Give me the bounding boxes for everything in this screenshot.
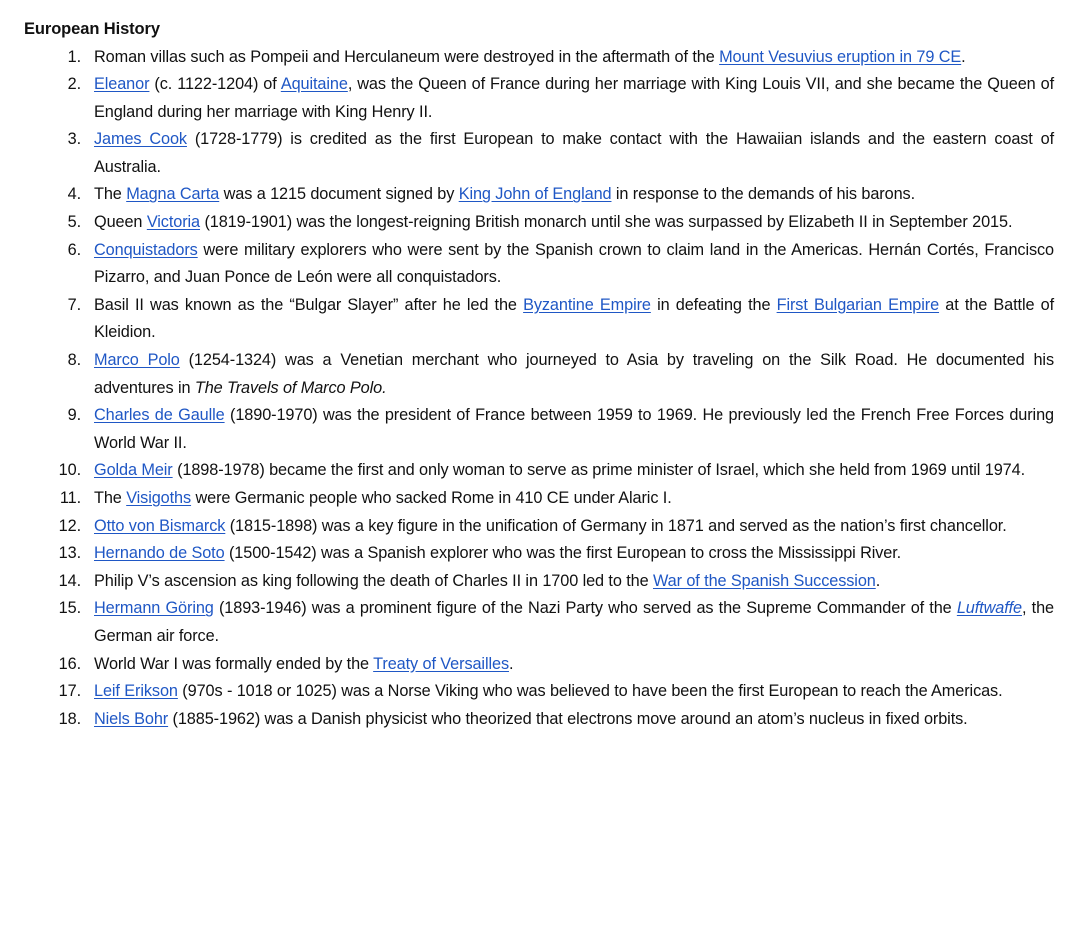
text-run: (1893-1946) was a prominent figure of the Nazi Party who served as the Supreme Commander of the xyxy=(213,599,957,618)
list-item-number: 1. xyxy=(67,47,81,66)
list-item xyxy=(24,540,1054,568)
list-item-text xyxy=(94,406,1054,452)
text-run: (1885-1962) was a Danish physicist who theorized that electrons move around an atom’s nucleus in fixed orbits. xyxy=(168,709,968,728)
text-run: were military explorers who were sent by the Spanish crown to claim land in the Americas. Hernán Cortés, Francisco Pizarro, and Juan Ponce de León were all conquistadors. xyxy=(94,240,1054,287)
list-item xyxy=(24,568,1054,596)
text-run: (1819-1901) was the longest-reigning British monarch until she was surpassed by Elizabeth II in September 2015. xyxy=(200,213,1013,232)
hyperlink[interactable]: James Cook xyxy=(94,130,187,149)
list-item xyxy=(24,181,1054,209)
list-item-text xyxy=(94,48,966,66)
text-run: in defeating the xyxy=(650,295,777,314)
list-item-text xyxy=(94,241,1054,287)
hyperlink[interactable]: Eleanor xyxy=(94,75,150,94)
text-run: was a 1215 document signed by xyxy=(219,185,459,204)
list-item xyxy=(24,292,1054,347)
text-run: (1728-1779) is credited as the first European to make contact with the Hawaiian islands and the eastern coast of Australia. xyxy=(94,130,1054,176)
list-item xyxy=(24,457,1054,485)
text-run: The xyxy=(94,489,127,507)
hyperlink[interactable]: Victoria xyxy=(146,213,201,232)
text-run: (1254-1324) was a Venetian merchant who journeyed to Asia by traveling on the Silk Road. He documented his adventures in xyxy=(94,351,1054,397)
hyperlink[interactable]: Marco Polo xyxy=(94,351,180,370)
hyperlink[interactable]: Otto von Bismarck xyxy=(94,516,226,535)
text-run: (c. 1122-1204) of xyxy=(149,75,281,94)
list-item xyxy=(24,71,1054,126)
list-item-text xyxy=(94,461,1025,479)
list-item-text xyxy=(94,296,1054,342)
list-item-text xyxy=(94,682,1003,700)
text-run: . xyxy=(961,47,966,66)
list-item-number: 2. xyxy=(67,75,81,94)
hyperlink[interactable]: Golda Meir xyxy=(94,461,173,480)
list-item xyxy=(24,402,1054,457)
list-item xyxy=(24,347,1054,402)
hyperlink[interactable]: King John of England xyxy=(458,185,612,204)
hyperlink[interactable]: Charles de Gaulle xyxy=(94,406,225,425)
list-item-text xyxy=(94,544,901,562)
list-item-number: 8. xyxy=(67,351,81,370)
list-item-number: 14. xyxy=(58,571,81,590)
hyperlink[interactable]: Byzantine Empire xyxy=(523,295,651,314)
text-run: (1500-1542) was a Spanish explorer who was the first European to cross the Mississippi River. xyxy=(224,544,902,563)
list-item-number: 9. xyxy=(67,406,81,425)
list-item-number: 11. xyxy=(59,489,81,507)
list-item-number: 3. xyxy=(67,130,81,149)
hyperlink[interactable]: Conquistadors xyxy=(94,240,198,259)
list-item-text xyxy=(94,655,513,673)
list-item xyxy=(24,595,1054,650)
list-item-text xyxy=(94,489,672,507)
list-item xyxy=(24,237,1054,292)
hyperlink[interactable]: Mount Vesuvius eruption in 79 CE xyxy=(719,47,962,66)
list-item-text xyxy=(94,517,1007,535)
list-item-text xyxy=(94,572,880,590)
text-run: World War I was formally ended by the xyxy=(94,654,374,673)
text-run: Basil II was known as the “Bulgar Slayer” after he led the xyxy=(94,295,524,314)
list-item-number: 16. xyxy=(58,654,81,673)
hyperlink[interactable]: Hermann Göring xyxy=(94,599,214,618)
list-item-number: 15. xyxy=(58,599,81,618)
list-item-number: 17. xyxy=(58,682,81,701)
text-run: (970s - 1018 or 1025) was a Norse Viking who was believed to have been the first European to reach the Americas. xyxy=(177,682,1003,701)
list-item xyxy=(24,651,1054,679)
text-run: Roman villas such as Pompeii and Herculaneum were destroyed in the aftermath of the xyxy=(94,47,720,66)
hyperlink[interactable]: Magna Carta xyxy=(126,185,220,204)
list-item-text xyxy=(94,130,1054,176)
text-run: (1815-1898) was a key figure in the unification of Germany in 1871 and served as the nation’s first chancellor. xyxy=(225,516,1007,535)
list-item xyxy=(24,678,1054,706)
list-item-number: 10. xyxy=(58,461,81,480)
list-item-text xyxy=(94,351,1054,397)
text-run: , was the Queen of France during her marriage with King Louis VII, and she became the Queen of England during her marriage with King Henry II. xyxy=(94,75,1054,121)
hyperlink[interactable]: Aquitaine xyxy=(280,75,348,94)
hyperlink[interactable]: War of the Spanish Succession xyxy=(652,571,876,590)
hyperlink[interactable]: Hernando de Soto xyxy=(94,544,225,563)
text-run: , the German air force. xyxy=(94,599,1054,645)
list-item xyxy=(24,44,1054,72)
list-item-text xyxy=(94,599,1054,645)
list-item xyxy=(24,209,1054,237)
list-item-text xyxy=(94,75,1054,121)
text-run: Philip V’s ascension as king following the death of Charles II in 1700 led to the xyxy=(94,571,653,590)
text-run: (1890-1970) was the president of France between 1959 to 1969. He previously led the French Free Forces during World War II. xyxy=(94,406,1054,452)
text-run: . xyxy=(508,654,514,673)
history-facts-list xyxy=(24,44,1054,734)
section-heading: European History xyxy=(24,20,160,38)
text-run: in response to the demands of his barons. xyxy=(611,185,916,204)
list-item-number: 6. xyxy=(67,240,81,259)
list-item-number: 12. xyxy=(58,516,81,535)
hyperlink[interactable]: First Bulgarian Empire xyxy=(776,295,940,314)
text-run: Queen xyxy=(94,213,147,232)
text-run: were Germanic people who sacked Rome in 410 CE under Alaric I. xyxy=(191,489,672,507)
text-run: (1898-1978) became the first and only woman to serve as prime minister of Israel, which she held from 1969 until 1974. xyxy=(172,461,1025,480)
list-item xyxy=(24,485,1054,513)
list-item-number: 18. xyxy=(58,709,81,728)
hyperlink[interactable]: Luftwaffe xyxy=(956,599,1023,618)
list-item-text xyxy=(94,213,1012,231)
list-item xyxy=(24,706,1054,734)
hyperlink[interactable]: Leif Erikson xyxy=(94,682,178,701)
list-item-number: 7. xyxy=(67,295,81,314)
italic-text: The Travels of Marco Polo. xyxy=(194,378,387,397)
text-run: at the Battle of Kleidion. xyxy=(94,295,1055,342)
text-run: . xyxy=(875,571,881,590)
document xyxy=(24,17,1054,733)
list-item-number: 13. xyxy=(58,544,81,563)
list-item xyxy=(24,126,1054,181)
list-item-text xyxy=(94,710,968,728)
list-item-number: 5. xyxy=(67,213,81,232)
text-run: The xyxy=(94,185,127,204)
hyperlink[interactable]: Visigoths xyxy=(126,489,192,507)
list-item-number: 4. xyxy=(67,185,81,204)
list-item xyxy=(24,513,1054,541)
hyperlink[interactable]: Treaty of Versailles xyxy=(373,654,509,673)
list-item-text xyxy=(94,185,915,203)
hyperlink[interactable]: Niels Bohr xyxy=(94,709,169,728)
